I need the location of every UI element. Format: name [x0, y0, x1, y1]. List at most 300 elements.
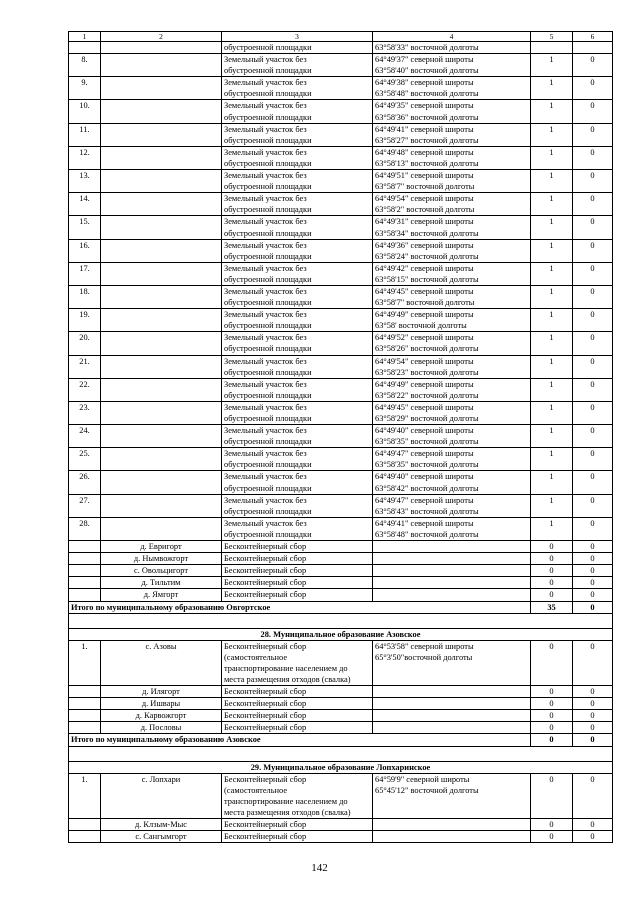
site-type [222, 332, 373, 355]
main-settlement-row [69, 640, 613, 685]
table-row [69, 77, 613, 100]
main-settlement-row [69, 773, 613, 818]
coordinates [373, 355, 531, 378]
count-col5: 1 [531, 448, 573, 471]
latitude: 64°49'42" северной широты [375, 263, 474, 273]
village-name: с. Сангымгорт [101, 831, 222, 843]
latitude: 64°49'47" северной широты [375, 495, 474, 505]
total-label: Итого по муниципальному образованию Овгортское [69, 601, 531, 613]
count-col5: 0 [531, 565, 573, 577]
section-title: 28. Муниципальное образование Азовское [69, 628, 613, 640]
column-number: 5 [531, 32, 573, 42]
longitude: 63°58'36" восточной долготы [375, 112, 479, 122]
site-type: Бесконтейнерный сбор [222, 541, 373, 553]
village-row [69, 710, 613, 722]
count-col6: 0 [573, 332, 613, 355]
count-col6: 0 [573, 589, 613, 601]
count-col6: 0 [573, 831, 613, 843]
table-row [69, 517, 613, 540]
longitude: 63°58'35" восточной долготы [375, 460, 479, 470]
settlement-name [101, 517, 222, 540]
count-col5: 1 [531, 355, 573, 378]
row-number [69, 541, 101, 553]
count-col6: 0 [573, 425, 613, 448]
row-number: 16. [69, 239, 101, 262]
settlement-name [101, 425, 222, 448]
count-col5: 1 [531, 193, 573, 216]
column-number: 4 [373, 32, 531, 42]
coordinates [373, 146, 531, 169]
coordinates [373, 100, 531, 123]
text-line: Земельный участок без [224, 263, 307, 273]
site-type [222, 146, 373, 169]
latitude: 64°49'51" северной широты [375, 171, 474, 181]
latitude: 64°49'54" северной широты [375, 356, 474, 366]
count-col6: 0 [573, 54, 613, 77]
text-line: 64°59'9" северной широты [375, 774, 470, 784]
village-row [69, 577, 613, 589]
latitude: 64°49'31" северной широты [375, 217, 474, 227]
spacer [69, 613, 613, 628]
count-col6: 0 [573, 541, 613, 553]
text-line: 65°45'12" восточной долготы [375, 785, 479, 795]
section-title: 29. Муниципальное образование Лопхаринское [69, 761, 613, 773]
text-line: обустроенной площадки [224, 182, 312, 192]
settlement-name [101, 471, 222, 494]
longitude: 63°58'2" восточной долготы [375, 205, 475, 215]
total-col5: 0 [531, 734, 573, 746]
row-number: 26. [69, 471, 101, 494]
text-line: места размещения отходов (свалка) [224, 807, 351, 817]
text-line: 65°3'50"восточной долготы [375, 652, 473, 662]
table-row [69, 262, 613, 285]
settlement-name [101, 448, 222, 471]
table-body [69, 32, 613, 843]
count-col5: 0 [531, 541, 573, 553]
coordinates [373, 77, 531, 100]
column-number: 3 [222, 32, 373, 42]
coordinates [373, 819, 531, 831]
table-row [69, 401, 613, 424]
row-number: 19. [69, 309, 101, 332]
latitude: 64°49'40" северной широты [375, 472, 474, 482]
coordinates [373, 378, 531, 401]
table-row [69, 448, 613, 471]
column-number-row [69, 32, 613, 42]
text-line: обустроенной площадки [224, 390, 312, 400]
longitude: 63°58'43" восточной долготы [375, 506, 479, 516]
table-row [69, 332, 613, 355]
settlement-name [101, 309, 222, 332]
settlement-name [101, 77, 222, 100]
site-type [222, 401, 373, 424]
settlement-name [101, 54, 222, 77]
village-row [69, 831, 613, 843]
row-number [69, 819, 101, 831]
text-line: Бесконтейнерный сбор [224, 774, 307, 784]
site-type [222, 239, 373, 262]
site-type [222, 193, 373, 216]
longitude: 63°58'35" восточной долготы [375, 437, 479, 447]
latitude: 64°49'47" северной широты [375, 449, 474, 459]
row-number: 1. [69, 773, 101, 818]
coordinates [373, 262, 531, 285]
settlement-name [101, 123, 222, 146]
total-row [69, 734, 613, 746]
latitude: 64°49'37" северной широты [375, 55, 474, 65]
site-type: Бесконтейнерный сбор [222, 553, 373, 565]
latitude: 64°49'45" северной широты [375, 286, 474, 296]
text-line: обустроенной площадки [224, 158, 312, 168]
count-col5: 1 [531, 332, 573, 355]
text-line: обустроенной площадки [224, 344, 312, 354]
text-line: Земельный участок без [224, 217, 307, 227]
site-type: обустроенной площадки [222, 42, 373, 54]
count-col5: 1 [531, 100, 573, 123]
row-number: 22. [69, 378, 101, 401]
coordinates [373, 170, 531, 193]
text-line: обустроенной площадки [224, 367, 312, 377]
continued-row [69, 42, 613, 54]
village-row [69, 722, 613, 734]
text-line: обустроенной площадки [224, 437, 312, 447]
count-col6: 0 [573, 698, 613, 710]
table-row [69, 309, 613, 332]
count-col5: 0 [531, 589, 573, 601]
count-col6: 0 [573, 77, 613, 100]
row-number: 10. [69, 100, 101, 123]
village-name: д. Тильтим [101, 577, 222, 589]
village-name: с. Овольцигорт [101, 565, 222, 577]
count-col5: 1 [531, 262, 573, 285]
coordinates [373, 553, 531, 565]
table-row [69, 146, 613, 169]
latitude: 64°49'41" северной широты [375, 124, 474, 134]
settlement-name [101, 146, 222, 169]
text-line: Земельный участок без [224, 101, 307, 111]
text-line: Земельный участок без [224, 495, 307, 505]
village-name: д. Ямгорт [101, 589, 222, 601]
text-line: обустроенной площадки [224, 460, 312, 470]
count-col6: 0 [573, 471, 613, 494]
site-type: Бесконтейнерный сбор [222, 831, 373, 843]
site-type [222, 448, 373, 471]
village-name: д. Ишвары [101, 698, 222, 710]
count-col6: 0 [573, 517, 613, 540]
row-number: 1. [69, 640, 101, 685]
count-col6: 0 [573, 146, 613, 169]
settlement-name: с. Азовы [101, 640, 222, 685]
text-line: (самостоятельное [224, 652, 288, 662]
site-type [222, 100, 373, 123]
coordinates [373, 640, 531, 685]
row-number [69, 831, 101, 843]
text-line: Земельный участок без [224, 171, 307, 181]
longitude: 63°58'48" восточной долготы [375, 89, 479, 99]
row-number: 24. [69, 425, 101, 448]
coordinates [373, 448, 531, 471]
site-type [222, 216, 373, 239]
row-number: 9. [69, 77, 101, 100]
spacer-row [69, 613, 613, 628]
count-col5: 1 [531, 170, 573, 193]
text-line: Земельный участок без [224, 518, 307, 528]
village-row [69, 819, 613, 831]
count-col5: 0 [531, 722, 573, 734]
table-row [69, 285, 613, 308]
text-line: обустроенной площадки [224, 89, 312, 99]
text-line: обустроенной площадки [224, 112, 312, 122]
coordinates [373, 698, 531, 710]
site-type [222, 494, 373, 517]
row-number [69, 686, 101, 698]
table-row [69, 239, 613, 262]
section-title-row [69, 628, 613, 640]
count-col6: 0 [573, 686, 613, 698]
column-number: 1 [69, 32, 101, 42]
coordinates [373, 773, 531, 818]
latitude: 64°49'40" северной широты [375, 426, 474, 436]
latitude: 64°49'38" северной широты [375, 78, 474, 88]
row-number: 18. [69, 285, 101, 308]
settlement-name [101, 216, 222, 239]
text-line: 64°53'58" северной широты [375, 641, 474, 651]
table-row [69, 425, 613, 448]
table-row [69, 355, 613, 378]
count-col5: 0 [531, 819, 573, 831]
village-name: д. Клзым-Мыс [101, 819, 222, 831]
text-line: (самостоятельное [224, 785, 288, 795]
column-number: 6 [573, 32, 613, 42]
text-line: Земельный участок без [224, 379, 307, 389]
longitude: 63°58'7" восточной долготы [375, 298, 475, 308]
latitude: 64°49'35" северной широты [375, 101, 474, 111]
row-number: 11. [69, 123, 101, 146]
site-type [222, 640, 373, 685]
coordinates [373, 425, 531, 448]
longitude: 63°58'13" восточной долготы [375, 158, 479, 168]
coordinates [373, 494, 531, 517]
settlement-name [101, 193, 222, 216]
count-col6: 0 [573, 773, 613, 818]
count-col6: 0 [573, 722, 613, 734]
longitude: 63°58'24" восточной долготы [375, 251, 479, 261]
coordinates [373, 193, 531, 216]
count-col5: 1 [531, 77, 573, 100]
row-number: 23. [69, 401, 101, 424]
settlement-name [101, 262, 222, 285]
count-col5: 1 [531, 309, 573, 332]
row-number [69, 589, 101, 601]
text-line: обустроенной площадки [224, 483, 312, 493]
text-line: Земельный участок без [224, 78, 307, 88]
text-line: обустроенной площадки [224, 251, 312, 261]
table-row [69, 123, 613, 146]
table-row [69, 54, 613, 77]
row-number [69, 565, 101, 577]
site-type: Бесконтейнерный сбор [222, 698, 373, 710]
village-row [69, 565, 613, 577]
text-line: Земельный участок без [224, 333, 307, 343]
latitude: 64°49'48" северной широты [375, 147, 474, 157]
row-number [69, 553, 101, 565]
count-col5: 0 [531, 686, 573, 698]
total-col6: 0 [573, 734, 613, 746]
coordinates [373, 309, 531, 332]
site-type [222, 773, 373, 818]
count-col6: 0 [573, 262, 613, 285]
text-line: Земельный участок без [224, 402, 307, 412]
table-row [69, 216, 613, 239]
count-col6: 0 [573, 285, 613, 308]
village-name: д. Илягорт [101, 686, 222, 698]
column-number: 2 [101, 32, 222, 42]
latitude: 64°49'41" северной широты [375, 518, 474, 528]
text-line: обустроенной площадки [224, 298, 312, 308]
count-col6: 0 [573, 401, 613, 424]
village-row [69, 589, 613, 601]
text-line: обустроенной площадки [224, 66, 312, 76]
longitude: 63°58'48" восточной долготы [375, 529, 479, 539]
text-line: Бесконтейнерный сбор [224, 641, 307, 651]
text-line: транспортирование населением до [224, 663, 348, 673]
count-col6: 0 [573, 355, 613, 378]
latitude: 64°49'49" северной широты [375, 310, 474, 320]
coordinates [373, 722, 531, 734]
count-col6: 0 [573, 378, 613, 401]
site-type [222, 123, 373, 146]
row-number [69, 698, 101, 710]
latitude: 64°49'52" северной широты [375, 333, 474, 343]
village-name: д. Пословы [101, 722, 222, 734]
count-col6: 0 [573, 553, 613, 565]
site-type: Бесконтейнерный сбор [222, 722, 373, 734]
count-col5: 0 [531, 553, 573, 565]
row-number: 21. [69, 355, 101, 378]
total-col5: 35 [531, 601, 573, 613]
settlement-name [101, 170, 222, 193]
text-line: обустроенной площадки [224, 274, 312, 284]
total-row [69, 601, 613, 613]
coordinates [373, 471, 531, 494]
count-col5: 0 [531, 577, 573, 589]
count-col5: 1 [531, 517, 573, 540]
count-col6: 0 [573, 239, 613, 262]
site-type [222, 471, 373, 494]
coordinates [373, 401, 531, 424]
text-line: обустроенной площадки [224, 135, 312, 145]
coordinates [373, 332, 531, 355]
settlement-name [101, 401, 222, 424]
count-col6: 0 [573, 100, 613, 123]
coordinates [373, 589, 531, 601]
site-type: Бесконтейнерный сбор [222, 565, 373, 577]
village-row [69, 553, 613, 565]
text-line: Земельный участок без [224, 55, 307, 65]
site-type: Бесконтейнерный сбор [222, 686, 373, 698]
settlement-name [101, 239, 222, 262]
row-number [69, 710, 101, 722]
longitude: 63°58' восточной долготы [375, 321, 467, 331]
longitude: 63°58'42" восточной долготы [375, 483, 479, 493]
coordinates [373, 54, 531, 77]
table-row [69, 378, 613, 401]
settlement-name [101, 285, 222, 308]
text-line: Земельный участок без [224, 472, 307, 482]
count-col6: 0 [573, 123, 613, 146]
site-type [222, 262, 373, 285]
count-col5: 1 [531, 123, 573, 146]
longitude: 63°58'23" восточной долготы [375, 367, 479, 377]
longitude: 63°58'34" восточной долготы [375, 228, 479, 238]
village-row [69, 698, 613, 710]
site-type: Бесконтейнерный сбор [222, 589, 373, 601]
longitude: 63°58'27" восточной долготы [375, 135, 479, 145]
coordinates [373, 239, 531, 262]
text-line: обустроенной площадки [224, 321, 312, 331]
count-col6: 0 [573, 193, 613, 216]
row-number [69, 577, 101, 589]
site-type [222, 309, 373, 332]
row-number: 8. [69, 54, 101, 77]
count-col6: 0 [573, 640, 613, 685]
text-line: Земельный участок без [224, 194, 307, 204]
row-number: 13. [69, 170, 101, 193]
longitude: 63°58'26" восточной долготы [375, 344, 479, 354]
count-col5: 1 [531, 146, 573, 169]
count-col5: 1 [531, 494, 573, 517]
coordinates [373, 541, 531, 553]
longitude: 63°58'7" восточной долготы [375, 182, 475, 192]
coordinates [373, 831, 531, 843]
count-col5: 1 [531, 471, 573, 494]
text-line: Земельный участок без [224, 356, 307, 366]
table-row [69, 494, 613, 517]
longitude: 63°58'29" восточной долготы [375, 414, 479, 423]
site-type [222, 170, 373, 193]
site-type [222, 378, 373, 401]
coordinates [373, 686, 531, 698]
count-col6: 0 [573, 309, 613, 332]
site-type [222, 54, 373, 77]
site-type [222, 355, 373, 378]
row-number: 27. [69, 494, 101, 517]
waste-sites-table [68, 31, 613, 843]
longitude: 63°58'15" восточной долготы [375, 274, 479, 284]
text-line: Земельный участок без [224, 147, 307, 157]
longitude: 63°58'40" восточной долготы [375, 66, 479, 76]
site-type [222, 425, 373, 448]
count-col5: 0 [531, 698, 573, 710]
site-type: Бесконтейнерный сбор [222, 819, 373, 831]
coordinates [373, 517, 531, 540]
text-line: Земельный участок без [224, 310, 307, 320]
total-col6: 0 [573, 601, 613, 613]
site-type [222, 285, 373, 308]
table-row [69, 193, 613, 216]
count-col6: 0 [573, 819, 613, 831]
spacer-row [69, 746, 613, 761]
section-title-row [69, 761, 613, 773]
count-col5: 0 [531, 831, 573, 843]
count-col5: 0 [531, 710, 573, 722]
table-row [69, 170, 613, 193]
count-col6: 0 [573, 710, 613, 722]
count-col5: 1 [531, 425, 573, 448]
settlement-name [101, 378, 222, 401]
village-name: д. Евригорт [101, 541, 222, 553]
count-col6: 0 [573, 577, 613, 589]
